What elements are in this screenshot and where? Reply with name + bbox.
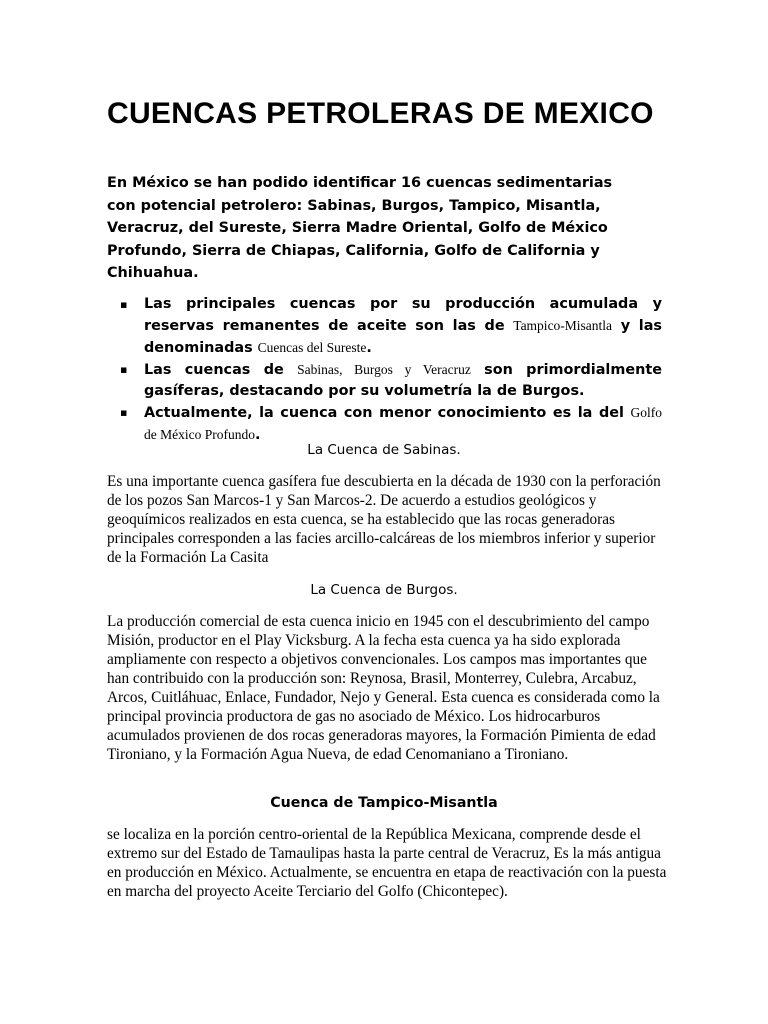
section-heading-tampico-misantla: Cuenca de Tampico-Misantla: [270, 795, 498, 811]
bullet-basin-name: Cuencas del Sureste: [257, 340, 367, 355]
section-heading-burgos: La Cuenca de Burgos.: [310, 582, 458, 598]
list-item: [120, 294, 662, 359]
bullet-square-icon: ▪: [120, 363, 128, 376]
page-title: CUENCAS PETROLERAS DE MEXICO: [107, 97, 654, 130]
bullet-basin-name: Tampico-Misantla: [513, 318, 613, 333]
bullet-square-icon: ▪: [120, 298, 128, 311]
bullet-square-icon: ▪: [120, 406, 128, 419]
intro-paragraph: En México se han podido identificar 16 cuencas sedimentarias con potencial petrolero: Sabinas, Burgos, Tampico, Misantla, Veracruz, del Sureste, Sierra Madre Oriental, Golfo de México Profundo, Sierra de Chiapas, California, Golfo de California y Chihuahua.: [107, 175, 613, 281]
key-points-list: [120, 294, 662, 446]
bullet-text: son primordialmente gasíferas, destacando por su volumetría la de Burgos.: [144, 362, 663, 399]
bullet-text: Las principales cuencas por su producción acumulada y reservas remanentes de aceite son las de: [144, 296, 662, 334]
bullet-basin-name: Golfo de México Profundo: [144, 405, 662, 442]
section-body-tampico-misantla: se localiza en la porción centro-oriental de la República Mexicana, comprende desde el extremo sur del Estado de Tamaulipas hasta la parte central de Veracruz, Es la más antigua en producción en México. Actualmente, se encuentra en etapa de reactivación con la puesta en marcha del proyecto Aceite Terciario del Golfo (Chicontepec).: [107, 826, 667, 900]
bullet-text: .: [366, 340, 372, 356]
bullet-basin-name: Sabinas, Burgos y Veracruz: [297, 362, 471, 377]
section-body-burgos: La producción comercial de esta cuenca inicio en 1945 con el descubrimiento del campo Misión, productor en el Play Vicksburg. A la fecha esta cuenca ya ha sido explorada ampliamente con respecto a objetivos convencionales. Los campos mas importantes que han contribuido con la producción son: Reynosa, Brasil, Monterrey, Culebra, Arcabuz, Arcos, Cuitláhuac, Enlace, Fundador, Nejo y General. Esta cuenca es considerada como la principal provincia productora de gas no asociado de México. Los hidrocarburos acumulados provienen de dos rocas generadoras mayores, la Formación Pimienta de edad Tironiano, y la Formación Agua Nueva, de edad Cenomaniano a Tironiano.: [107, 613, 660, 763]
bullet-text: Actualmente, la cuenca con menor conocimiento es la del: [144, 405, 631, 421]
list-item: [112, 359, 662, 402]
section-body-sabinas: Es una importante cuenca gasífera fue descubierta en la década de 1930 con la perforación de los pozos San Marcos-1 y San Marcos-2. De acuerdo a estudios geológicos y geoquímicos realizados en esta cuenca, se ha establecido que las rocas generadoras principales corresponden a las facies arcillo-calcáreas de los miembros inferior y superior de la Formación La Casita: [107, 473, 661, 566]
section-heading-sabinas: La Cuenca de Sabinas.: [307, 442, 461, 458]
bullet-text: .: [254, 427, 261, 443]
bullet-text: y las denominadas: [144, 318, 662, 356]
bullet-text: Las cuencas de: [144, 362, 298, 378]
list-item: [112, 402, 662, 446]
